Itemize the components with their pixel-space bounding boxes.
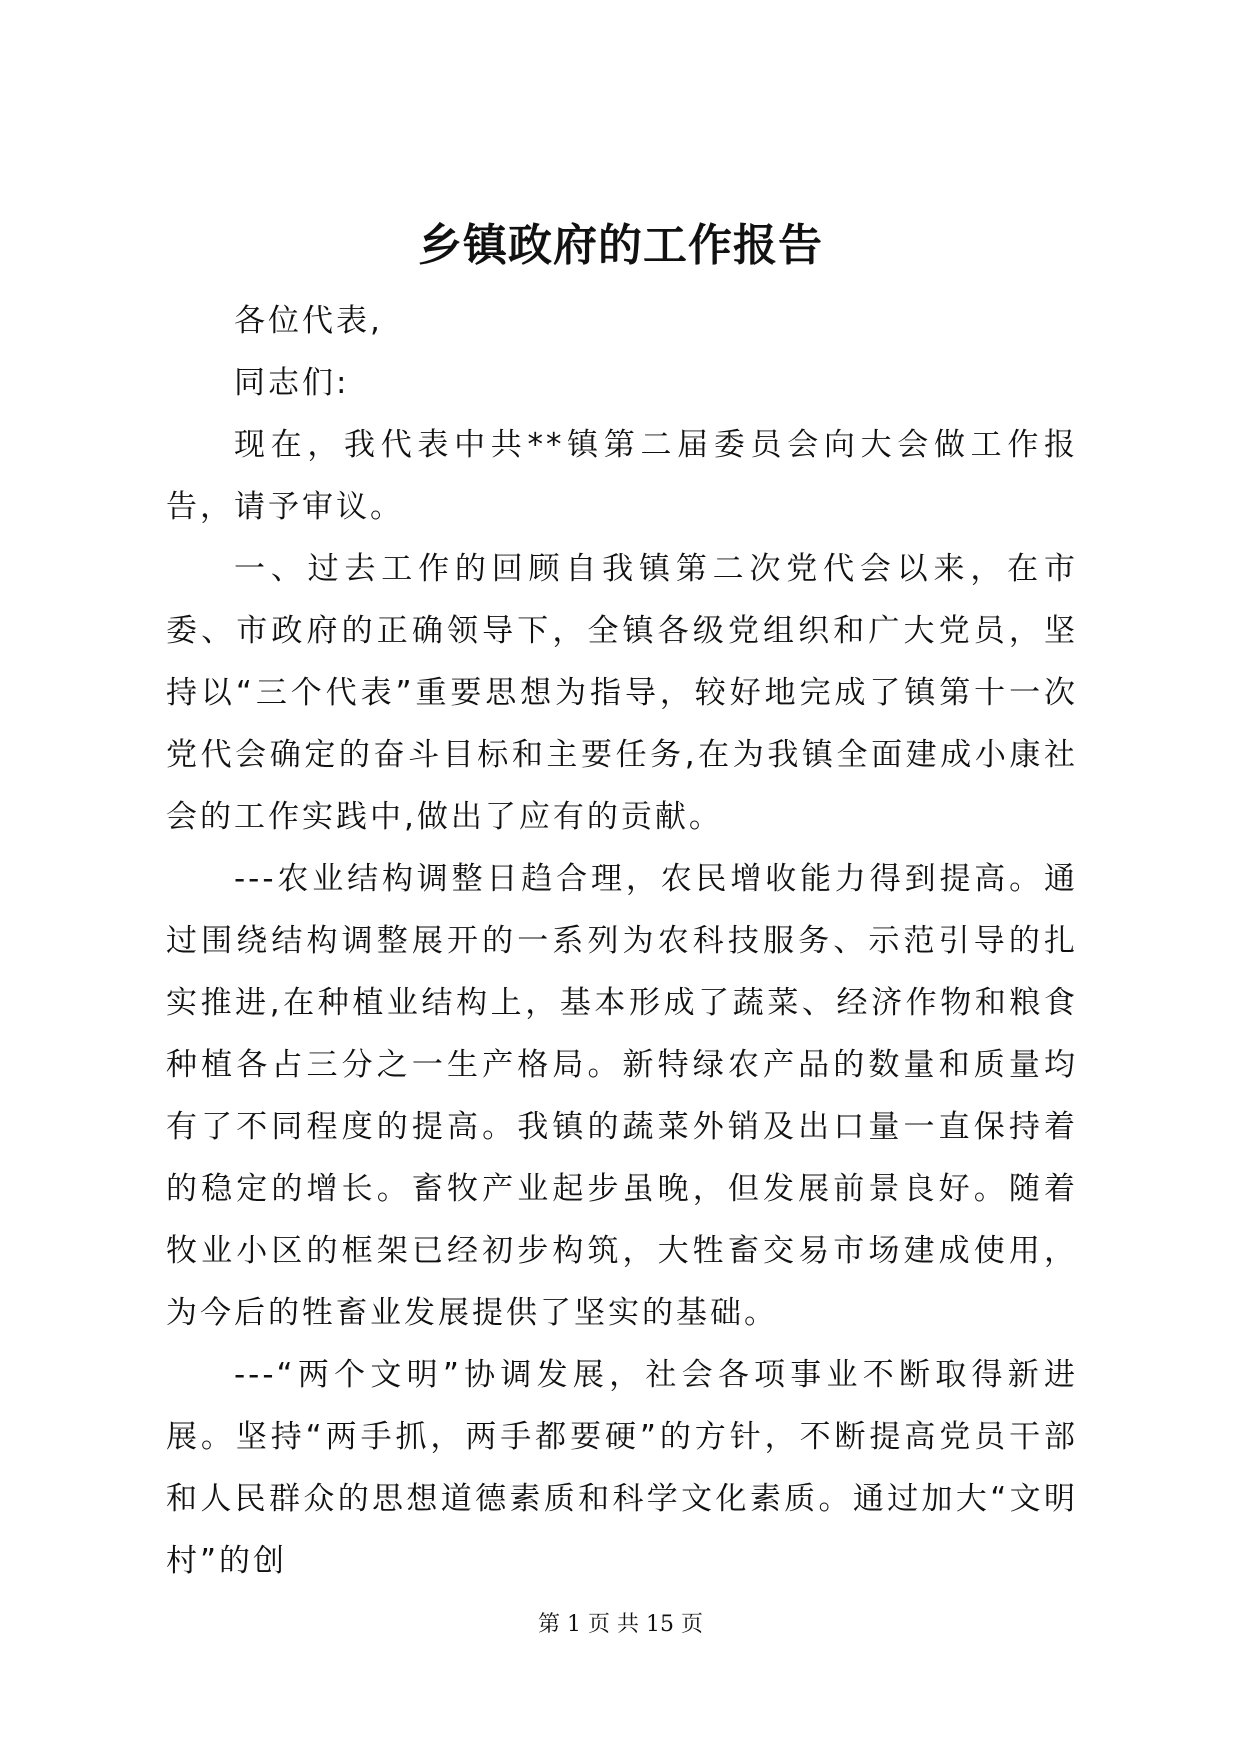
paragraph-intro: 现在，我代表中共**镇第二届委员会向大会做工作报告，请予审议。 — [166, 427, 1078, 525]
document-body — [166, 290, 1078, 1592]
paragraph-agriculture: ---农业结构调整日趋合理，农民增收能力得到提高。通过围绕结构调整展开的一系列为农科技服务、示范引导的扎实推进,在种植业结构上，基本形成了蔬菜、经济作物和粮食种植各占三分之一生产格局。新特绿农产品的数量和质量均有了不同程度的提高。我镇的蔬菜外销及出口量一直保持着的稳定的增长。畜牧产业起步虽晚，但发展前景良好。随着牧业小区的框架已经初步构筑，大牲畜交易市场建成使用，为今后的牲畜业发展提供了坚实的基础。 — [166, 861, 1078, 1331]
paragraph-salutation-2: 同志们: — [234, 365, 350, 401]
page-footer: 第 1 页 共 15 页 — [538, 1612, 703, 1637]
paragraph-salutation-1: 各位代表, — [234, 303, 383, 339]
paragraph-civilization: ---“两个文明”协调发展，社会各项事业不断取得新进展。坚持“两手抓，两手都要硬”的方针，不断提高党员干部和人民群众的思想道德素质和科学文化素质。通过加大“文明村”的创 — [166, 1357, 1078, 1579]
document-title: 乡镇政府的工作报告 — [418, 220, 823, 271]
paragraph-review: 一、过去工作的回顾自我镇第二次党代会以来，在市委、市政府的正确领导下，全镇各级党组织和广大党员，坚持以“三个代表”重要思想为指导，较好地完成了镇第十一次党代会确定的奋斗目标和主要任务,在为我镇全面建成小康社会的工作实践中,做出了应有的贡献。 — [166, 551, 1078, 835]
